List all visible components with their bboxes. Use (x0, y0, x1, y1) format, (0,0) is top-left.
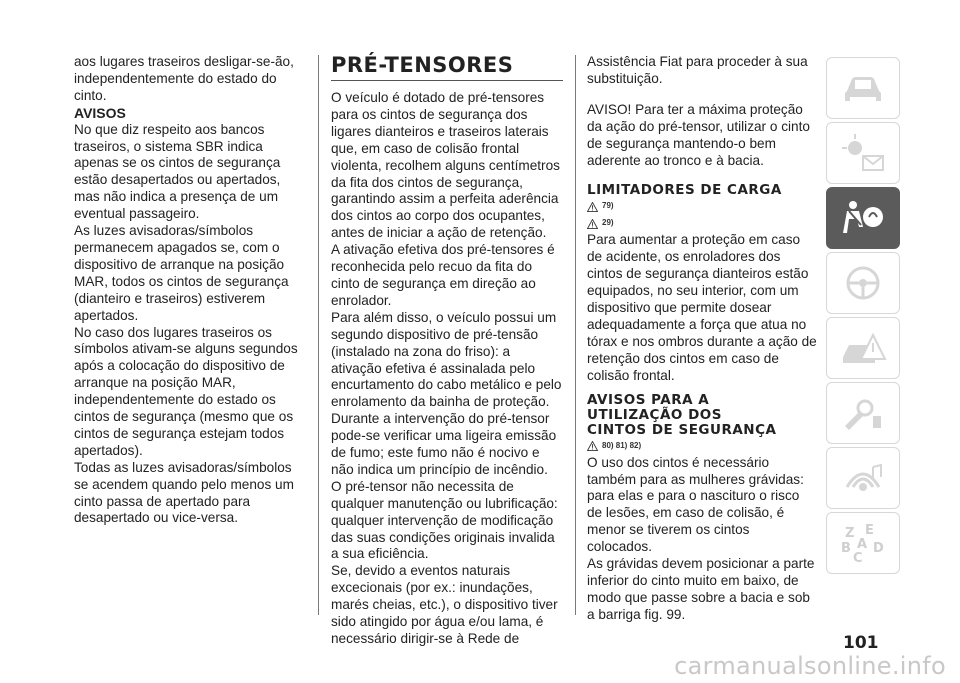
section-heading-limitadores: LIMITADORES DE CARGA (587, 182, 782, 199)
svg-text:C: C (853, 551, 863, 564)
section-heading-pretensores: PRÉ-TENSORES (331, 54, 563, 81)
warning-reference (587, 438, 817, 455)
paragraph: aos lugares traseiros desligar-se-ão, independentemente do estado do cinto. (74, 54, 294, 103)
tab-multimedia[interactable] (826, 447, 900, 509)
paragraph: Para aumentar a proteção em caso de acidente, os enroladores dos cintos de segurança dianteiros estão equipados, no seu interior, com um dispositivo que permite dosear adequadamente a força que atua no tórax e nos ombros durante a ação de retenção dos cintos em caso de colisão frontal. (587, 232, 817, 383)
heading-line: UTILIZAÇÃO DOS (587, 406, 722, 423)
warning-triangle-icon (587, 202, 598, 212)
index-icon (839, 522, 887, 564)
column-divider (318, 55, 319, 615)
section-heading-avisos (587, 393, 817, 438)
warning-triangle-icon (587, 441, 598, 451)
chapter-sidebar (826, 57, 900, 577)
paragraph: O pré-tensor não necessita de qualquer manutenção ou lubrificação: qualquer intervenção de modificação das suas condições originais invalida a sua eficiência. (331, 478, 558, 562)
car-icon (839, 67, 887, 109)
paragraph: Todas as luzes avisadoras/símbolos se acendem quando pelo menos um cinto passa de apertado para desapertado ou vice-versa. (74, 459, 294, 526)
seatbelt-airbag-icon (839, 197, 887, 239)
page-number: 101 (843, 633, 879, 653)
maintenance-icon (839, 392, 887, 434)
tab-maintenance[interactable] (826, 382, 900, 444)
heading-line: CINTOS DE SEGURANÇA (587, 421, 777, 438)
column-divider (575, 55, 576, 615)
warning-lights-icon (839, 132, 887, 174)
paragraph: No que diz respeito aos bancos traseiros, o sistema SBR indica apenas se os cintos de segurança estão desapertados ou apertados, mas não indica a presença de um eventual passageiro. (74, 121, 281, 222)
avisos-subheading: AVISOS (74, 104, 126, 121)
paragraph: Se, devido a eventos naturais excecionais (por ex.: inundações, marés cheias, etc.), o dispositivo tiver sido atingido por água e/ou lama, é necessário dirigir-se à Rede de (331, 563, 558, 646)
emergency-icon (839, 327, 887, 369)
paragraph: O veículo é dotado de pré-tensores para os cintos de segurança dos ligares dianteiros e traseiros laterais que, em caso de colisão frontal violenta, recolhem alguns centímetros da fita dos cintos de segurança, garantindo assim a perfeita aderência dos cintos ao corpo dos ocupantes, antes de iniciar a ação de retenção. (331, 90, 560, 241)
warning-ref-number: 79) (602, 201, 614, 211)
paragraph: Assistência Fiat para proceder à sua substituição. (587, 54, 808, 86)
warning-ref-number: 29) (602, 218, 614, 228)
paragraph: O uso dos cintos é necessário também para as mulheres grávidas: para elas e para o nascituro o risco de lesões, em caso de colisão, é menor se tiverem os cintos colocados. (587, 454, 804, 555)
multimedia-icon (839, 457, 887, 499)
paragraph: No caso dos lugares traseiros os símbolos ativam-se alguns segundos após a colocação do dispositivo de arranque na posição MAR, independentemente do estado os cintos de segurança (mesmo que os cintos de segurança estejam todos apertados). (74, 324, 298, 458)
paragraph: As luzes avisadoras/símbolos permanecem apagados se, com o dispositivo de arranque na posição MAR, todos os cintos de segurança (dianteiro e traseiros) estiverem apertados. (74, 223, 289, 323)
text-column-3 (587, 54, 817, 624)
tab-safety[interactable] (826, 187, 900, 249)
tab-emergency[interactable] (826, 317, 900, 379)
svg-text:D: D (873, 541, 884, 556)
svg-text:A: A (857, 537, 868, 552)
footer-watermark: carmanualsonline.info (674, 652, 946, 680)
heading-line: AVISOS PARA A (587, 391, 710, 408)
steering-wheel-icon (839, 262, 887, 304)
info-icon (587, 219, 598, 229)
paragraph: Para além disso, o veículo possui um segundo dispositivo de pré-tensão (instalado na zona do friso): a ativação efetiva é assinalada pelo encurtamento do cabo metálico e pelo enrolamento da bainha de proteção. (331, 309, 562, 410)
warning-reference (587, 215, 817, 232)
text-column-2 (331, 54, 563, 648)
warning-paragraph: AVISO! Para ter a máxima proteção da ação do pré-tensor, utilizar o cinto de segurança mantendo-o bem aderente ao tronco e à bacia. (587, 101, 810, 168)
text-column-1 (74, 54, 300, 527)
tab-index[interactable] (826, 512, 900, 574)
paragraph: Durante a intervenção do pré-tensor pode-se verificar uma ligeira emissão de fumo; este fumo não é nocivo e não indica um princípio de incêndio. (331, 411, 557, 477)
svg-text:E: E (865, 523, 874, 538)
paragraph: A ativação efetiva dos pré-tensores é reconhecida pelo recuo da fita do cinto de segurança em direção ao enrolador. (331, 242, 555, 308)
tab-car[interactable] (826, 57, 900, 119)
tab-warning-lights[interactable] (826, 122, 900, 184)
warning-ref-number: 80) 81) 82) (602, 440, 642, 450)
svg-text:Z: Z (845, 526, 855, 541)
warning-reference (587, 198, 817, 215)
svg-text:B: B (841, 541, 851, 556)
paragraph: As grávidas devem posicionar a parte inferior do cinto muito em baixo, de modo que passe sobre a bacia e sob a barriga fig. 99. (587, 556, 815, 622)
tab-starting-driving[interactable] (826, 252, 900, 314)
